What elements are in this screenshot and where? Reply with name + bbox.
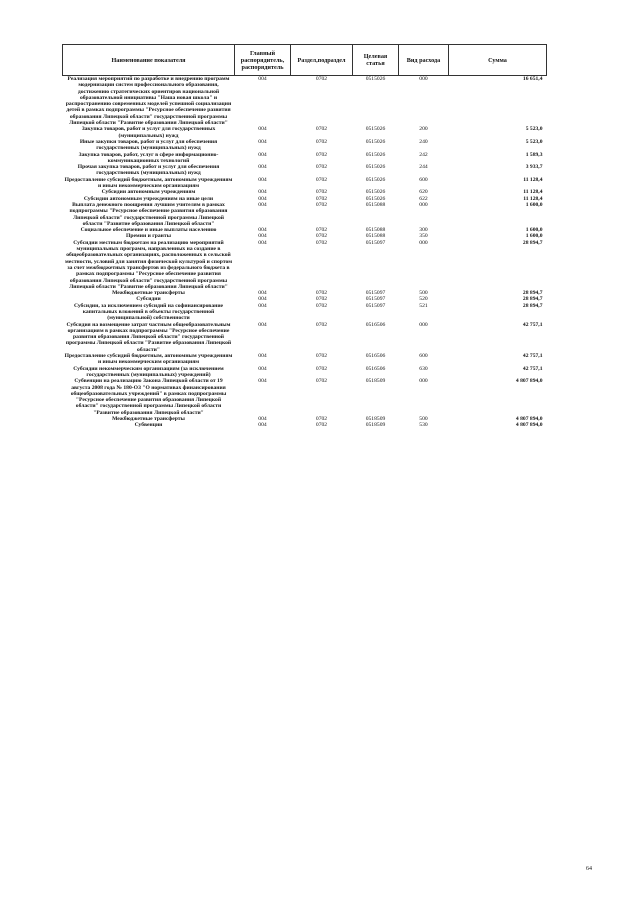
row-sum: 1 600,0	[525, 201, 543, 208]
row-vid: 200	[419, 126, 428, 133]
row-glavny: 004	[258, 321, 267, 328]
row-name: Реализация мероприятий по разработке и внедрению программ модернизации систем профессионального образования, достижению стратегических ориентиров национальной образовательной инициативы "Наша новая школа" и распространению современных моделей успешной социализации детей в рамках подпрограммы "Ресурсное обеспечение развития образования Липецкой области" государственной программы Липецкой области "Развитие образования Липецкой области"	[65, 76, 232, 127]
row-razdel: 0702	[315, 195, 328, 202]
row-glavny: 004	[258, 239, 267, 246]
row-razdel: 0702	[315, 164, 328, 171]
row-razdel: 0702	[315, 290, 328, 297]
row-razdel: 0702	[315, 239, 328, 246]
row-vid: 520	[419, 296, 428, 303]
row-name: Субвенции на реализацию Закона Липецкой области от 19 августа 2008 года № 180-ОЗ "О нормативах финансирования общеобразовательных учреждений" в рамках подпрограммы "Ресурсное обеспечение развития образования Липецкой области" государственной программы Липецкой области "Развитие образования Липецкой области"	[70, 378, 227, 416]
row-glavny: 004	[258, 176, 267, 183]
row-sum: 42 757,1	[522, 365, 543, 372]
row-name: Социальное обеспечение и иные выплаты населению	[80, 227, 217, 234]
row-sum: 11 128,4	[523, 195, 543, 202]
table-row	[63, 202, 547, 227]
row-vid: 000	[419, 378, 428, 385]
table-row	[63, 164, 547, 177]
row-vid: 630	[419, 365, 428, 372]
row-vid: 000	[419, 201, 428, 208]
row-name: Субсидии	[136, 296, 161, 303]
table-row	[63, 366, 547, 379]
row-statya: 0515026	[365, 189, 386, 196]
row-glavny: 004	[258, 365, 267, 372]
row-name: Субсидии местным бюджетам на реализацию мероприятий муниципальных программ, направленных на создание в общеобразовательных организациях, расположенных в сельской местности, условий для занятия физической культурой и спортом за счет межбюджетных трансфертов из федерального бюджета в рамках подпрограммы "Ресурсное обеспечение развития образования Липецкой области" государственной программы Липецкой области "Развитие образования Липецкой области"	[64, 239, 233, 290]
row-name: Субсидии автономным учреждениям	[101, 189, 196, 196]
budget-table	[62, 44, 547, 429]
row-vid: 244	[419, 164, 428, 171]
row-razdel: 0702	[315, 422, 328, 429]
row-vid: 000	[419, 76, 428, 82]
row-name: Межбюджетные трансферты	[112, 290, 185, 297]
row-sum: 28 894,7	[522, 296, 543, 303]
table-row	[63, 378, 547, 416]
header-name: Наименование показателя	[63, 45, 235, 76]
row-sum: 1 589,3	[525, 151, 543, 158]
row-sum: 1 600,0	[525, 227, 543, 234]
row-statya: 0515026	[365, 126, 386, 133]
table-header-row	[63, 45, 547, 76]
row-vid: 500	[419, 290, 428, 297]
row-sum: 5 523,0	[525, 138, 543, 145]
row-razdel: 0702	[315, 233, 328, 240]
row-glavny: 004	[258, 296, 267, 303]
row-sum: 42 757,1	[522, 353, 543, 360]
row-statya: 0515097	[365, 302, 386, 309]
row-glavny: 004	[258, 290, 267, 297]
row-statya: 0515097	[365, 290, 386, 297]
row-razdel: 0702	[315, 227, 328, 234]
row-statya: 0516506	[365, 365, 386, 372]
row-name: Субсидии некоммерческим организациям (за исключением государственных (муниципальных) учреждений)	[73, 365, 224, 378]
table-row	[63, 422, 547, 428]
row-statya: 0518509	[365, 416, 386, 423]
row-statya: 0515026	[365, 138, 386, 145]
row-name: Выплата денежного поощрения лучшим учителям в рамках подпрограммы "Ресурсное обеспечение развития образования Липецкой области" государственной программы Липецкой области "Развитие образования Липецкой области"	[69, 201, 228, 227]
row-vid: 600	[419, 353, 428, 360]
row-razdel: 0702	[315, 176, 328, 183]
row-razdel: 0702	[315, 76, 328, 82]
row-statya: 0516506	[365, 353, 386, 360]
table-row	[63, 177, 547, 190]
table-row	[63, 126, 547, 139]
row-sum: 1 600,0	[525, 233, 543, 240]
row-razdel: 0702	[315, 321, 328, 328]
row-glavny: 004	[258, 422, 267, 429]
row-name: Субсидия на возмещение затрат частным общеобразовательным организациям в рамках подпрограммы "Ресурсное обеспечение развития образования Липецкой области" государственной программы Липецкой области "Развитие образования Липецкой области"	[65, 321, 232, 353]
row-glavny: 004	[258, 138, 267, 145]
row-sum: 28 894,7	[522, 290, 543, 297]
row-statya: 0515097	[365, 296, 386, 303]
row-name: Субвенции	[134, 422, 163, 429]
row-vid: 530	[419, 422, 428, 429]
row-glavny: 004	[258, 233, 267, 240]
row-statya: 0515026	[365, 76, 386, 82]
row-statya: 0518509	[365, 422, 386, 429]
row-name: Субсидии автономным учреждениям на иные цели	[83, 195, 214, 202]
row-razdel: 0702	[315, 378, 328, 385]
row-name: Субсидии, за исключением субсидий на софинансирование капитальных вложений в объекты государственной (муниципальной) собственности	[73, 302, 224, 322]
row-vid: 620	[419, 189, 428, 196]
table-row	[63, 303, 547, 322]
header-summa: Сумма	[449, 45, 547, 76]
row-glavny: 004	[258, 76, 267, 82]
row-glavny: 004	[258, 416, 267, 423]
table-row	[63, 76, 547, 127]
row-sum: 3 933,7	[525, 164, 543, 171]
row-vid: 350	[419, 233, 428, 240]
row-glavny: 004	[258, 227, 267, 234]
row-name: Прочая закупка товаров, работ и услуг для обеспечения государственных (муниципальных) нужд	[77, 164, 220, 177]
row-statya: 0515026	[365, 176, 386, 183]
row-razdel: 0702	[315, 151, 328, 158]
page-number: 64	[586, 866, 592, 872]
table-row	[63, 322, 547, 353]
row-razdel: 0702	[315, 126, 328, 133]
row-statya: 0515026	[365, 195, 386, 202]
table-body	[63, 76, 547, 429]
row-statya: 0515026	[365, 151, 386, 158]
row-name: Иные закупки товаров, работ и услуг для обеспечения государственных (муниципальных) нужд	[79, 138, 218, 152]
row-razdel: 0702	[315, 353, 328, 360]
row-glavny: 004	[258, 189, 267, 196]
row-glavny: 004	[258, 195, 267, 202]
header-statya: Целевая статья	[353, 45, 399, 76]
row-name: Межбюджетные трансферты	[112, 416, 185, 423]
row-glavny: 004	[258, 302, 267, 309]
row-razdel: 0702	[315, 302, 328, 309]
row-vid: 500	[419, 416, 428, 423]
row-glavny: 004	[258, 353, 267, 360]
row-statya: 0516506	[365, 321, 386, 328]
row-name: Предоставление субсидий бюджетным, автономным учреждениям и иным некоммерческим организациям	[64, 176, 233, 190]
row-glavny: 004	[258, 164, 267, 171]
row-glavny: 004	[258, 151, 267, 158]
row-sum: 11 128,4	[523, 176, 543, 183]
row-statya: 0515088	[365, 201, 386, 208]
row-name: Премии и гранты	[125, 233, 171, 240]
row-sum: 4 807 894,0	[515, 422, 543, 429]
row-statya: 0518509	[365, 378, 386, 385]
row-vid: 000	[419, 321, 428, 328]
row-glavny: 004	[258, 378, 267, 385]
row-sum: 4 807 894,0	[515, 378, 543, 385]
row-vid: 300	[419, 227, 428, 234]
header-glavny: Главный распорядитель, распорядитель	[235, 45, 291, 76]
row-vid: 240	[419, 138, 428, 145]
row-razdel: 0702	[315, 189, 328, 196]
row-razdel: 0702	[315, 365, 328, 372]
row-sum: 5 523,0	[525, 126, 543, 133]
row-razdel: 0702	[315, 296, 328, 303]
row-vid: 600	[419, 176, 428, 183]
table-row	[63, 353, 547, 366]
row-name: Предоставление субсидий бюджетным, автономным учреждениям и иным некоммерческим организациям	[64, 353, 233, 366]
row-glavny: 004	[258, 201, 267, 208]
row-statya: 0515026	[365, 164, 386, 171]
row-name: Закупка товаров, работ и услуг для государственных (муниципальных) нужд	[81, 126, 216, 139]
row-statya: 0515088	[365, 227, 386, 234]
row-razdel: 0702	[315, 416, 328, 423]
row-sum: 11 128,4	[523, 189, 543, 196]
table-row	[63, 152, 547, 165]
row-vid: 242	[419, 151, 428, 158]
row-sum: 28 894,7	[522, 239, 543, 246]
row-razdel: 0702	[315, 201, 328, 208]
row-statya: 0515088	[365, 233, 386, 240]
row-sum: 42 757,1	[522, 321, 543, 328]
row-glavny: 004	[258, 126, 267, 133]
table-row	[63, 240, 547, 290]
header-razdel: Раздел,подраздел	[291, 45, 353, 76]
row-vid: 521	[419, 302, 428, 309]
row-vid: 622	[419, 195, 428, 202]
table-row	[63, 139, 547, 152]
row-sum: 28 894,7	[522, 302, 543, 309]
header-vid: Вид расхода	[399, 45, 449, 76]
row-sum: 16 651,4	[522, 76, 543, 82]
row-statya: 0515097	[365, 239, 386, 246]
row-name: Закупка товаров, работ, услуг в сфере информационно-коммуникационных технологий	[78, 151, 219, 164]
row-razdel: 0702	[315, 138, 328, 145]
row-sum: 4 807 894,0	[515, 416, 543, 423]
row-vid: 000	[419, 239, 428, 246]
